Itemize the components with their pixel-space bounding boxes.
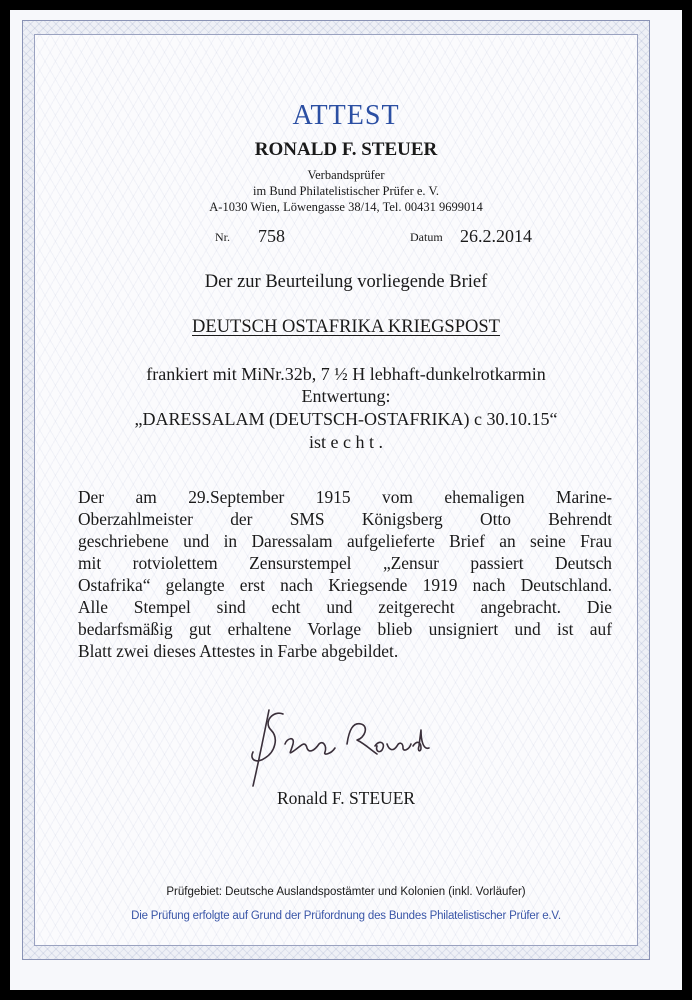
- description-line: Blatt zwei dieses Attestes in Farbe abgebildet.: [78, 641, 399, 661]
- description-paragraph: [78, 486, 612, 662]
- description-line: bedarfsmäßig gut erhaltene Vorlage blieb unsigniert und ist auf: [78, 619, 612, 639]
- description-line: Ostafrika“ gelangte erst nach Kriegsende 1919 nach Deutschland.: [78, 575, 612, 595]
- number-value: 758: [258, 226, 285, 246]
- date-value: 26.2.2014: [460, 226, 532, 246]
- signer-name: Ronald F. STEUER: [276, 788, 416, 808]
- cancellation-text: „DARESSALAM (DEUTSCH-OSTAFRIKA) c 30.10.15“: [134, 409, 558, 429]
- testing-regulation-note: Die Prüfung erfolgte auf Grund der Prüfordnung des Bundes Philatelistischer Prüfer e.V.: [131, 910, 561, 922]
- handwritten-signature: [235, 700, 445, 790]
- description-line: geschriebene und in Daressalam aufgelieferte Brief an seine Frau: [78, 531, 612, 551]
- franking-text: frankiert mit MiNr.32b, 7 ½ H lebhaft-dunkelrotkarmin: [146, 364, 546, 384]
- description-line: Alle Stempel sind echt und zeitgerecht angebracht. Die: [78, 597, 612, 617]
- subject-item: DEUTSCH OSTAFRIKA KRIEGSPOST: [192, 317, 500, 337]
- issuer-role: Verbandsprüfer: [307, 168, 385, 182]
- issuer-name: RONALD F. STEUER: [254, 139, 438, 160]
- subject-intro: Der zur Beurteilung vorliegende Brief: [204, 272, 488, 292]
- verdict-text: ist e c h t .: [309, 432, 383, 452]
- testing-scope: Prüfgebiet: Deutsche Auslandspostämter und Kolonien (inkl. Vorläufer): [166, 886, 526, 898]
- description-line: Oberzahlmeister der SMS Königsberg Otto Behrendt: [78, 509, 612, 529]
- description-line: mit rotviolettem Zensurstempel „Zensur passiert Deutsch: [78, 553, 612, 573]
- number-label: Nr.: [215, 230, 230, 244]
- cancellation-label: Entwertung:: [301, 386, 391, 406]
- date-label: Datum: [410, 230, 443, 244]
- issuer-association: im Bund Philatelistischer Prüfer e. V.: [253, 184, 439, 198]
- description-line: Der am 29.September 1915 vom ehemaligen Marine-: [78, 487, 612, 507]
- issuer-address: A-1030 Wien, Löwengasse 38/14, Tel. 00431 9699014: [209, 200, 483, 214]
- certificate-title: ATTEST: [292, 100, 400, 131]
